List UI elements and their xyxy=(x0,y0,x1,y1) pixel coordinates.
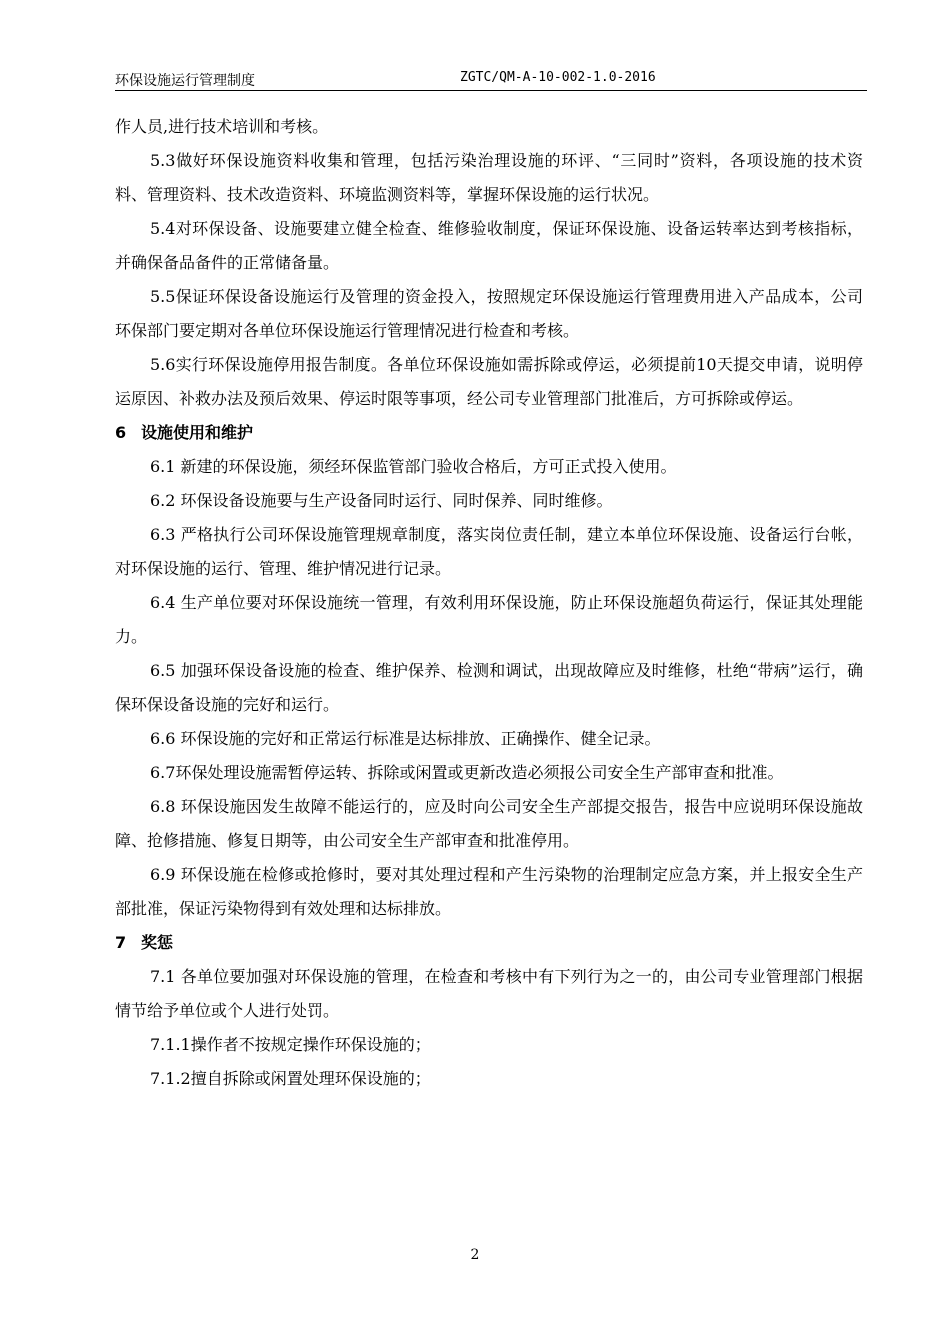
section-title: 设施使用和维护 xyxy=(141,423,254,442)
header-doc-code: ZGTC/QM-A-10-002-1.0-2016 xyxy=(460,70,656,85)
section-heading-7 xyxy=(115,926,863,960)
paragraph-5-6: 5.6实行环保设施停用报告制度。各单位环保设施如需拆除或停运，必须提前10天提交申请，说明停运原因、补救办法及预后效果、停运时限等事项，经公司专业管理部门批准后，方可拆除或停运。 xyxy=(115,355,863,408)
paragraph-6-5: 6.5 加强环保设备设施的检查、维护保养、检测和调试，出现故障应及时维修，杜绝“带病”运行，确保环保设备设施的完好和运行。 xyxy=(115,661,863,714)
paragraph-6-3: 6.3 严格执行公司环保设施管理规章制度，落实岗位责任制，建立本单位环保设施、设备运行台帐，对环保设施的运行、管理、维护情况进行记录。 xyxy=(115,525,863,578)
paragraph-7-1: 7.1 各单位要加强对环保设施的管理，在检查和考核中有下列行为之一的，由公司专业管理部门根据情节给予单位或个人进行处罚。 xyxy=(115,967,863,1020)
paragraph-6-9: 6.9 环保设施在检修或抢修时，要对其处理过程和产生污染物的治理制定应急方案，并上报安全生产部批准，保证污染物得到有效处理和达标排放。 xyxy=(115,865,863,918)
paragraph-7-1-2: 7.1.2擅自拆除或闲置处理环保设施的； xyxy=(150,1069,431,1088)
paragraph-6-4: 6.4 生产单位要对环保设施统一管理，有效利用环保设施，防止环保设施超负荷运行，保证其处理能力。 xyxy=(115,593,863,646)
page-header xyxy=(115,70,867,90)
paragraph-5-5: 5.5保证环保设备设施运行及管理的资金投入，按照规定环保设施运行管理费用进入产品成本，公司环保部门要定期对各单位环保设施运行管理情况进行检查和考核。 xyxy=(115,287,863,340)
paragraph-6-7: 6.7环保处理设施需暂停运转、拆除或闲置或更新改造必须报公司安全生产部审查和批准。 xyxy=(150,763,784,782)
paragraph-6-2: 6.2 环保设备设施要与生产设备同时运行、同时保养、同时维修。 xyxy=(150,491,613,510)
paragraph-5-4: 5.4对环保设备、设施要建立健全检查、维修验收制度，保证环保设施、设备运转率达到考核指标，并确保备品备件的正常储备量。 xyxy=(115,219,863,272)
section-number: 7 xyxy=(115,933,127,952)
document-body xyxy=(115,110,863,1096)
paragraph-6-8: 6.8 环保设施因发生故障不能运行的，应及时向公司安全生产部提交报告，报告中应说明环保设施故障、抢修措施、修复日期等，由公司安全生产部审查和批准停用。 xyxy=(115,797,863,850)
header-title: 环保设施运行管理制度 xyxy=(115,73,255,89)
paragraph-6-1: 6.1 新建的环保设施，须经环保监管部门验收合格后，方可正式投入使用。 xyxy=(150,457,677,476)
paragraph-continued: 作人员,进行技术培训和考核。 xyxy=(115,117,329,136)
header-rule xyxy=(115,90,867,91)
section-heading-6 xyxy=(115,416,863,450)
paragraph-7-1-1: 7.1.1操作者不按规定操作环保设施的； xyxy=(150,1035,431,1054)
paragraph-5-3: 5.3做好环保设施资料收集和管理，包括污染治理设施的环评、“三同时”资料，各项设施的技术资料、管理资料、技术改造资料、环境监测资料等，掌握环保设施的运行状况。 xyxy=(115,151,863,204)
paragraph-6-6: 6.6 环保设施的完好和正常运行标准是达标排放、正确操作、健全记录。 xyxy=(150,729,661,748)
page-number: 2 xyxy=(470,1247,480,1263)
section-number: 6 xyxy=(115,423,127,442)
section-title: 奖惩 xyxy=(141,933,174,952)
